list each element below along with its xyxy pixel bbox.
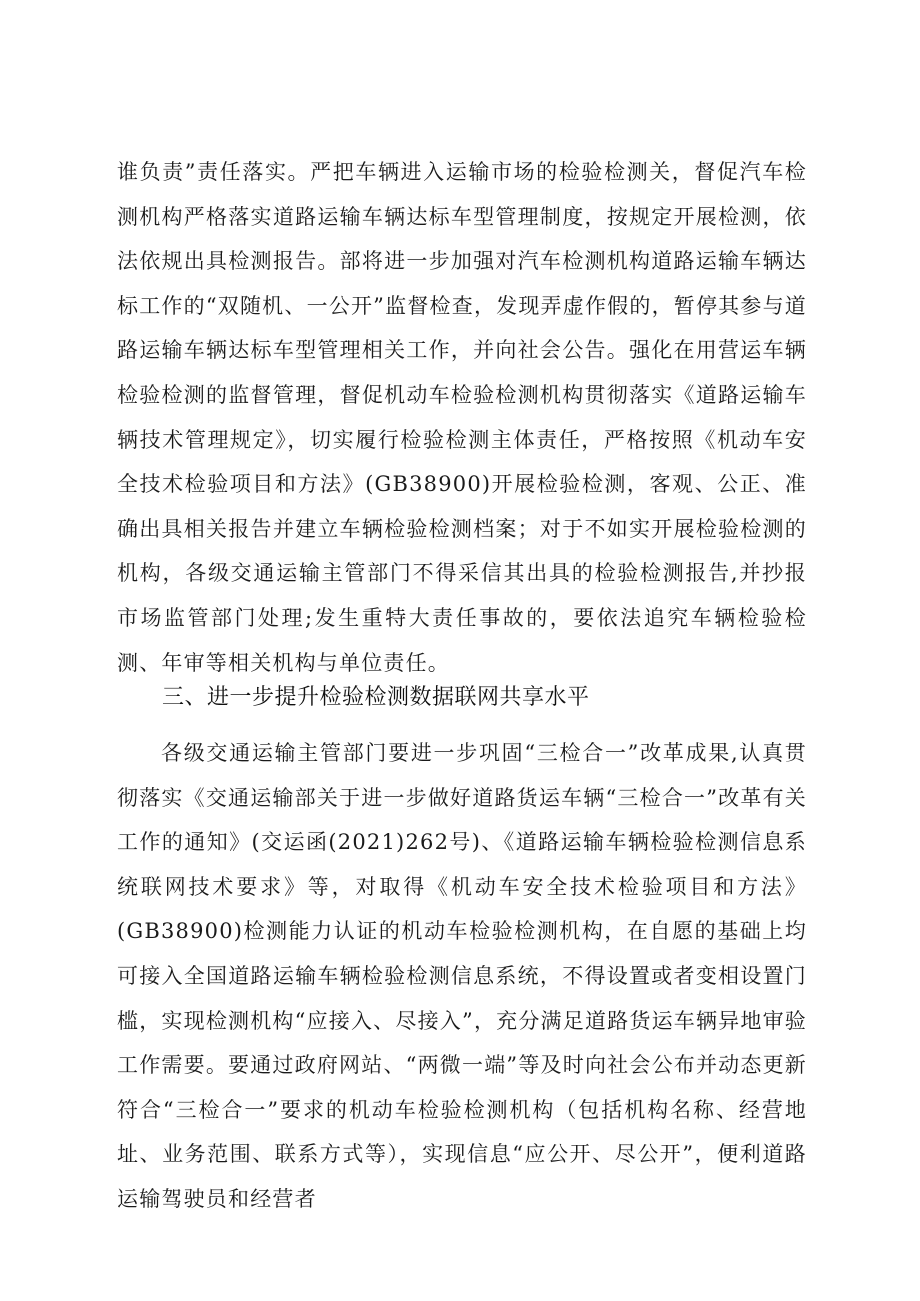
body-paragraph-continued: 谁负责”责任落实。严把车辆进入运输市场的检验检测关，督促汽车检测机构严格落实道路运输车辆达标车型管理制度，按规定开展检测，依法依规出具检测报告。部将进一步加强对汽车检测机构道路运输车辆达标工作的“双随机、一公开”监督检查，发现弄虚作假的，暂停其参与道路运输车辆达标车型管理相关工作，并向社会公告。强化在用营运车辆检验检测的监督管理，督促机动车检验检测机构贯彻落实《道路运输车辆技术管理规定》，切实履行检验检测主体责任，严格按照《机动车安全技术检验项目和方法》(GB38900)开展检验检测，客观、公正、准确出具相关报告并建立车辆检验检测档案；对于不如实开展检验检测的机构，各级交通运输主管部门不得采信其出具的检验检测报告,并抄报市场监管部门处理;发生重特大责任事故的，要依法追究车辆检验检测、年审等相关机构与单位责任。 (117, 160, 807, 675)
section-heading: 三、进一步提升检验检测数据联网共享水平 (162, 685, 590, 710)
body-paragraph-section-three: 各级交通运输主管部门要进一步巩固“三检合一”改革成果,认真贯彻落实《交通运输部关于进一步做好道路货运车辆“三检合一”改革有关工作的通知》(交运函(2021)262号)、《道路运输车辆检验检测信息系统联网技术要求》等，对取得《机动车安全技术检验项目和方法》(GB38900)检测能力认证的机动车检验检测机构，在自愿的基础上均可接入全国道路运输车辆检验检测信息系统，不得设置或者变相设置门槛，实现检测机构“应接入、尽接入”，充分满足道路货运车辆异地审验工作需要。要通过政府网站、“两微一端”等及时向社会公布并动态更新符合“三检合一”要求的机动车检验检测机构（包括机构名称、经营地址、业务范围、联系方式等），实现信息“应公开、尽公开”，便利道路运输驾驶员和经营者 (117, 741, 807, 1211)
